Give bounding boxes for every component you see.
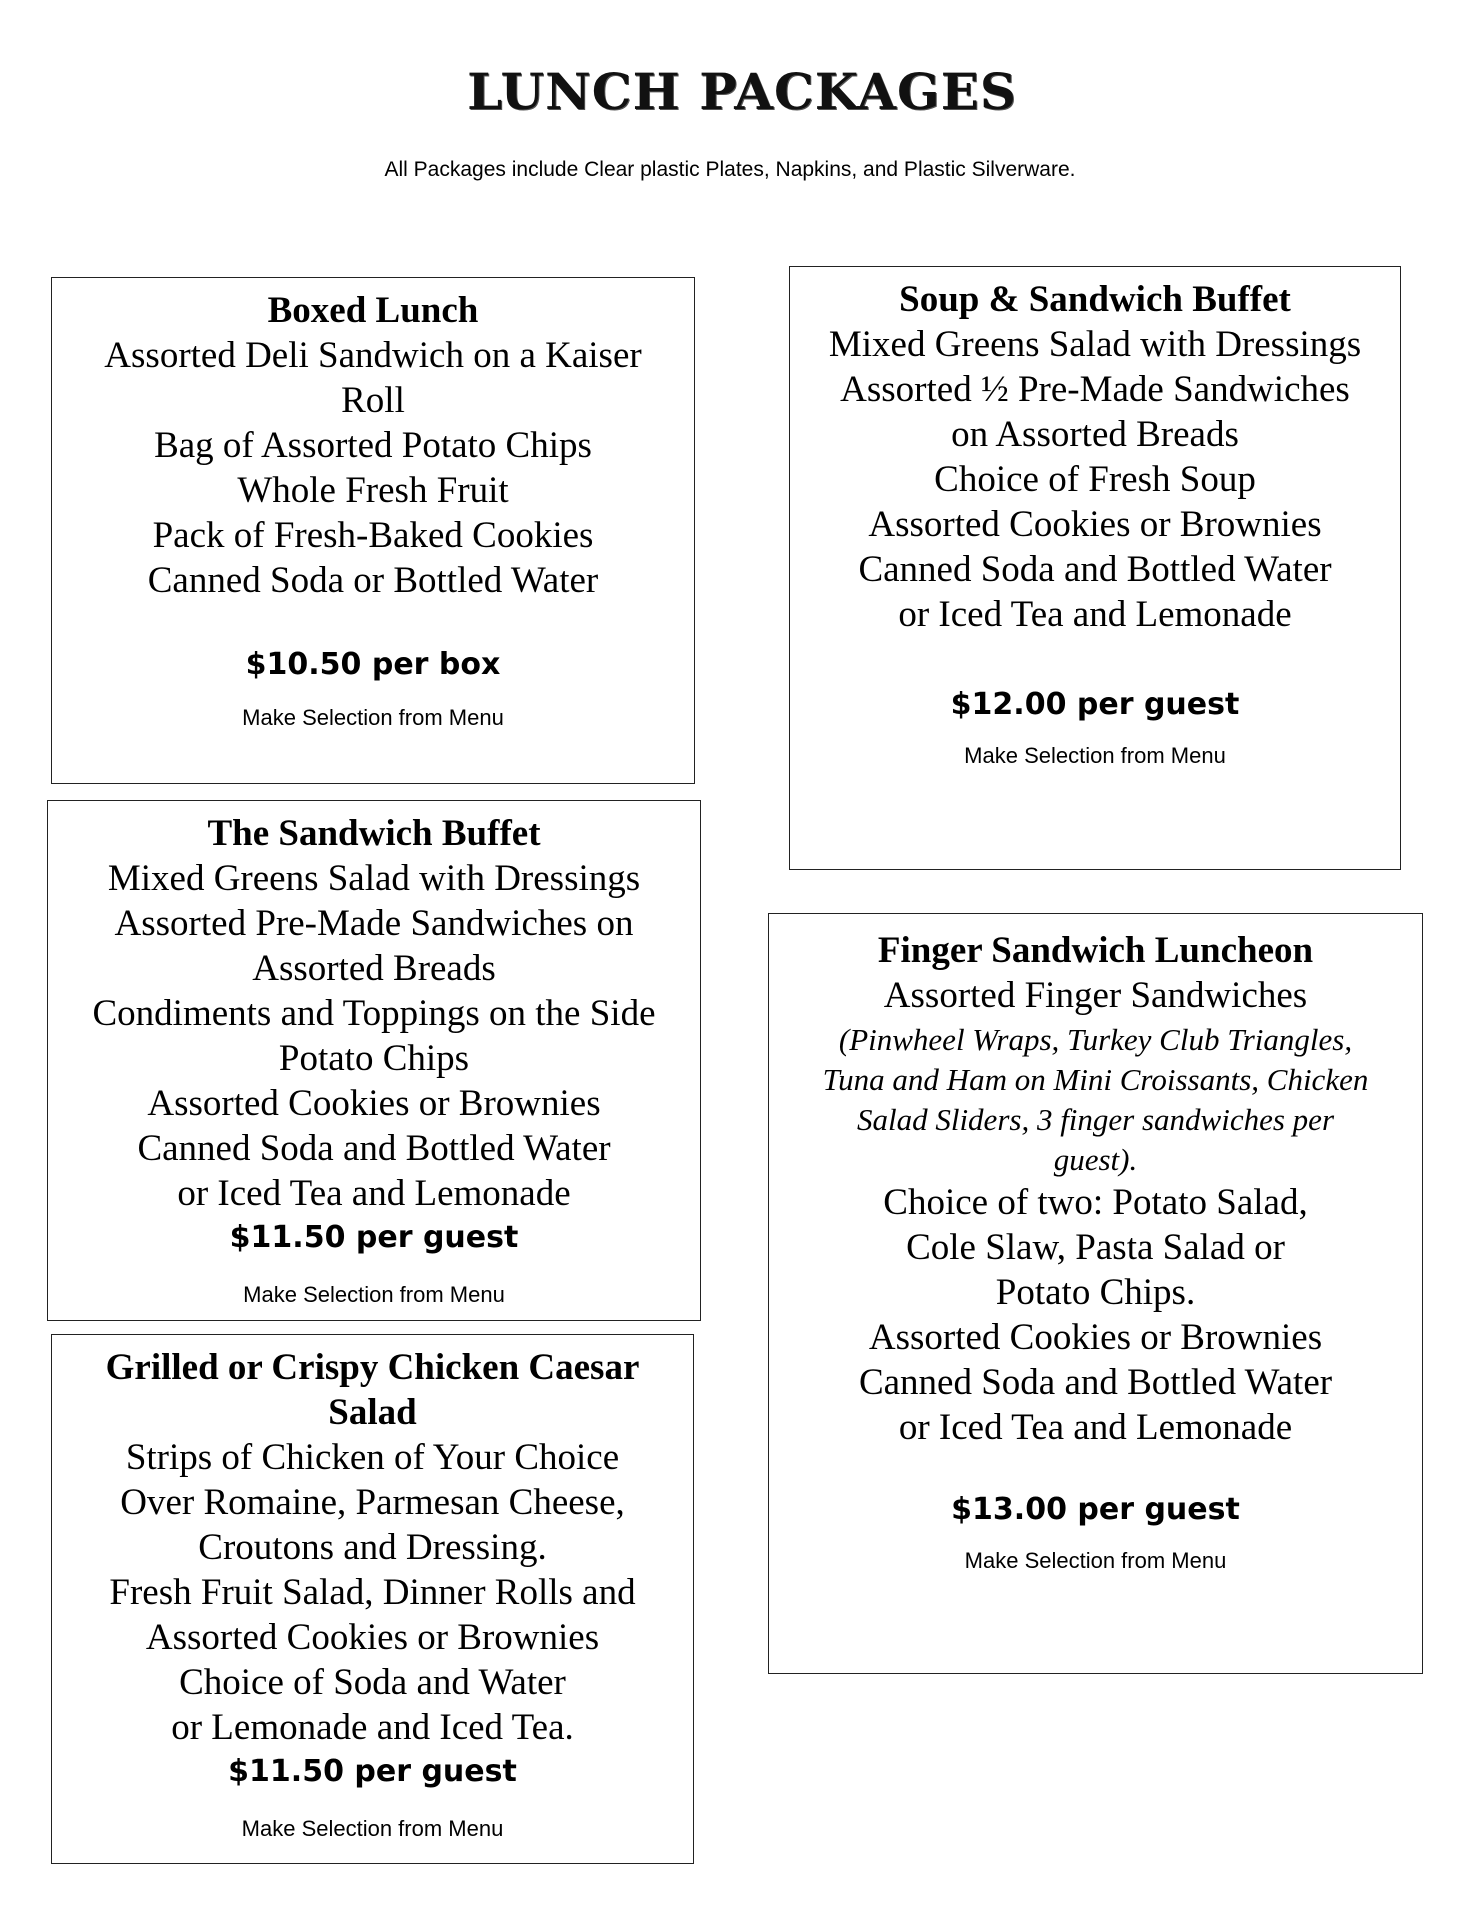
package-price: $11.50 per guest (228, 1754, 517, 1789)
package-item: Assorted Breads (252, 948, 496, 989)
package-item: Strips of Chicken of Your Choice (125, 1437, 620, 1478)
package-item: Fresh Fruit Salad, Dinner Rolls and (109, 1572, 636, 1613)
package-item: Canned Soda and Bottled Water (858, 549, 1332, 590)
package-title: Grilled or Crispy Chicken Caesar (105, 1347, 640, 1388)
package-price: $13.00 per guest (951, 1492, 1240, 1527)
page-title: LUNCH PACKAGES (467, 62, 1017, 121)
make-selection-note: Make Selection from Menu (243, 1282, 505, 1307)
package-title: Salad (328, 1392, 417, 1433)
package-title: The Sandwich Buffet (207, 813, 541, 854)
package-item: Assorted Cookies or Brownies (145, 1617, 600, 1658)
package-item: Potato Chips. (995, 1272, 1196, 1313)
package-item: Choice of Soda and Water (179, 1662, 566, 1703)
package-item: Potato Chips (278, 1038, 470, 1079)
make-selection-note: Make Selection from Menu (964, 1548, 1227, 1573)
package-item: Whole Fresh Fruit (237, 470, 509, 511)
package-item: or Iced Tea and Lemonade (898, 594, 1292, 635)
package-item: Roll (341, 380, 405, 421)
page-subtitle: All Packages include Clear plastic Plates, Napkins, and Plastic Silverware. (384, 158, 1076, 181)
package-item: Choice of Fresh Soup (934, 459, 1256, 500)
package-item: Pack of Fresh-Baked Cookies (152, 515, 594, 556)
finger-sandwich-luncheon-package (768, 913, 1423, 1674)
package-title: Boxed Lunch (267, 290, 479, 331)
package-item: Assorted Cookies or Brownies (147, 1083, 601, 1124)
package-item: Assorted ½ Pre-Made Sandwiches (840, 369, 1350, 410)
package-item: Croutons and Dressing. (198, 1527, 547, 1568)
package-item: Assorted Pre-Made Sandwiches on (114, 903, 634, 944)
package-item: Canned Soda and Bottled Water (137, 1128, 611, 1169)
package-item: Assorted Deli Sandwich on a Kaiser (104, 335, 642, 376)
package-item: or Lemonade and Iced Tea. (171, 1707, 574, 1748)
chicken-caesar-salad-package (51, 1334, 694, 1864)
package-item: Mixed Greens Salad with Dressings (107, 858, 641, 899)
package-item: Condiments and Toppings on the Side (92, 993, 656, 1034)
package-item: or Iced Tea and Lemonade (177, 1173, 571, 1214)
package-price: $10.50 per box (245, 647, 501, 682)
package-item: Assorted Cookies or Brownies (868, 504, 1322, 545)
package-item: Canned Soda or Bottled Water (147, 560, 599, 601)
package-item: Choice of two: Potato Salad, (883, 1182, 1308, 1223)
package-item: Assorted Cookies or Brownies (868, 1317, 1323, 1358)
package-item: Bag of Assorted Potato Chips (154, 425, 592, 466)
package-item: Assorted Finger Sandwiches (883, 975, 1308, 1016)
package-note: (Pinwheel Wraps, Turkey Club Triangles, (838, 1022, 1353, 1057)
package-item: on Assorted Breads (951, 414, 1239, 455)
make-selection-note: Make Selection from Menu (964, 743, 1226, 768)
package-item: Over Romaine, Parmesan Cheese, (120, 1482, 625, 1523)
package-price: $12.00 per guest (950, 687, 1240, 722)
package-item: Canned Soda and Bottled Water (858, 1362, 1333, 1403)
soup-sandwich-buffet-package (789, 266, 1401, 870)
package-item: Cole Slaw, Pasta Salad or (906, 1227, 1285, 1268)
package-note: Tuna and Ham on Mini Croissants, Chicken (822, 1062, 1369, 1097)
package-item: Mixed Greens Salad with Dressings (828, 324, 1362, 365)
make-selection-note: Make Selection from Menu (242, 705, 504, 730)
package-title: Soup & Sandwich Buffet (899, 279, 1291, 320)
package-note: Salad Sliders, 3 finger sandwiches per (856, 1102, 1335, 1137)
package-title: Finger Sandwich Luncheon (877, 930, 1314, 971)
boxed-lunch-package (51, 277, 695, 784)
make-selection-note: Make Selection from Menu (241, 1816, 504, 1841)
sandwich-buffet-package (47, 800, 701, 1321)
package-price: $11.50 per guest (229, 1220, 519, 1255)
package-note: guest). (1053, 1142, 1138, 1177)
package-item: or Iced Tea and Lemonade (898, 1407, 1293, 1448)
